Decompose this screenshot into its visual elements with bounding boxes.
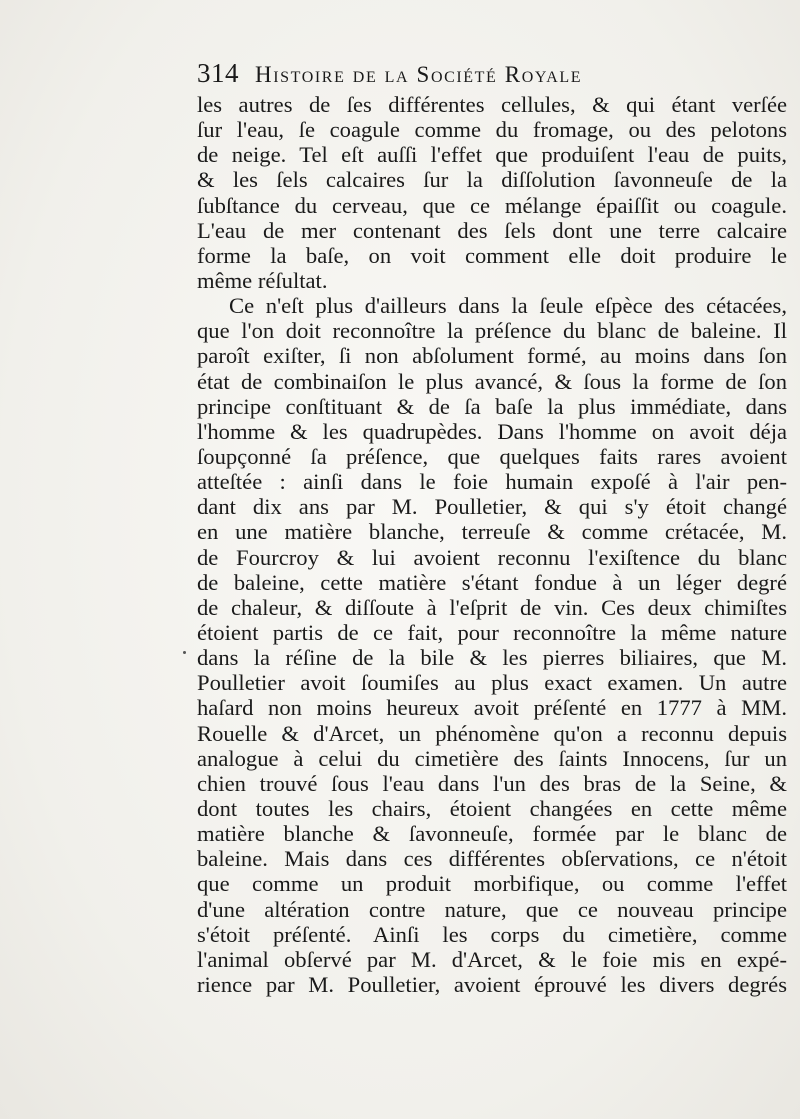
text-line: que comme un produit morbifique, ou comme l'effet bbox=[197, 871, 787, 897]
text-line: principe conſtituant & de ſa baſe la plus immédiate, dans bbox=[197, 393, 787, 419]
text-line: Ce n'eſt plus d'ailleurs dans la ſeule eſpèce des cétacées, bbox=[229, 293, 787, 319]
text-line: & les ſels calcaires ſur la diſſolution ſavonneuſe de la bbox=[197, 167, 787, 193]
text-line: d'une altération contre nature, que ce nouveau principe bbox=[197, 896, 787, 922]
text-line: baleine. Mais dans ces différentes obſervations, ce n'étoit bbox=[197, 846, 787, 872]
text-line: l'homme & les quadrupèdes. Dans l'homme on avoit déja bbox=[197, 418, 787, 444]
text-line: rience par M. Poulletier, avoient éprouvé les divers degrés bbox=[197, 971, 787, 997]
text-line: L'eau de mer contenant des ſels dont une terre calcaire bbox=[197, 217, 787, 243]
text-line: s'étoit préſenté. Ainſi les corps du cimetière, comme bbox=[197, 921, 787, 947]
text-line: de neige. Tel eſt auſſi l'effet que produiſent l'eau de puits, bbox=[197, 142, 787, 168]
text-line: de baleine, cette matière s'étant fondue à un léger degré bbox=[197, 569, 787, 595]
text-line: ſoupçonné ſa préſence, que quelques faits rares avoient bbox=[197, 443, 787, 469]
text-line: Poulletier avoit ſoumiſes au plus exact examen. Un autre bbox=[197, 670, 787, 696]
text-line: ſur l'eau, ſe coagule comme du fromage, ou des pelotons bbox=[197, 117, 787, 143]
text-line: état de combinaiſon le plus avancé, & ſous la forme de ſon bbox=[197, 368, 787, 394]
text-line: l'animal obſervé par M. d'Arcet, & le foie mis en expé- bbox=[197, 946, 787, 972]
text-line: atteſtée : ainſi dans le foie humain expoſé à l'air pen- bbox=[197, 469, 787, 495]
page-header bbox=[197, 58, 742, 94]
text-line: de chaleur, & diſſoute à l'eſprit de vin. Ces deux chimiſtes bbox=[197, 594, 787, 620]
text-line: en une matière blanche, terreuſe & comme crétacée, M. bbox=[197, 519, 787, 545]
text-line: dant dix ans par M. Poulletier, & qui s'y étoit changé bbox=[197, 494, 787, 520]
running-head: Histoire de la Société Royale bbox=[255, 62, 583, 87]
text-line: chien trouvé ſous l'eau dans l'un des bras de la Seine, & bbox=[197, 770, 787, 796]
ink-speck bbox=[183, 651, 186, 654]
text-line: forme la baſe, on voit comment elle doit produire le bbox=[197, 242, 787, 268]
text-line: les autres de ſes différentes cellules, & qui étant verſée bbox=[197, 92, 787, 117]
text-line: paroît exiſter, ſi non abſolument formé, au moins dans ſon bbox=[197, 343, 787, 369]
text-line: analogue à celui du cimetière des ſaints Innocens, ſur un bbox=[197, 745, 787, 771]
text-line: dont toutes les chairs, étoient changées en cette même bbox=[197, 795, 787, 821]
text-line: de Fourcroy & lui avoient reconnu l'exiſtence du blanc bbox=[197, 544, 787, 570]
page-number: 314 bbox=[197, 58, 239, 88]
text-line: même réſultat. bbox=[197, 267, 328, 293]
text-line: haſard non moins heureux avoit préſenté en 1777 à MM. bbox=[197, 695, 787, 721]
text-line: ſubſtance du cerveau, que ce mélange épaiſſit ou coagule. bbox=[197, 192, 787, 218]
text-line: dans la réſine de la bile & les pierres biliaires, que M. bbox=[197, 645, 787, 671]
text-line: Rouelle & d'Arcet, un phénomène qu'on a reconnu depuis bbox=[197, 720, 787, 746]
text-line: que l'on doit reconnoître la préſence du blanc de baleine. Il bbox=[197, 318, 787, 344]
text-line: matière blanche & ſavonneuſe, formée par le blanc de bbox=[197, 821, 787, 847]
body-text bbox=[197, 92, 787, 997]
text-line: étoient partis de ce fait, pour reconnoître la même nature bbox=[197, 619, 787, 645]
